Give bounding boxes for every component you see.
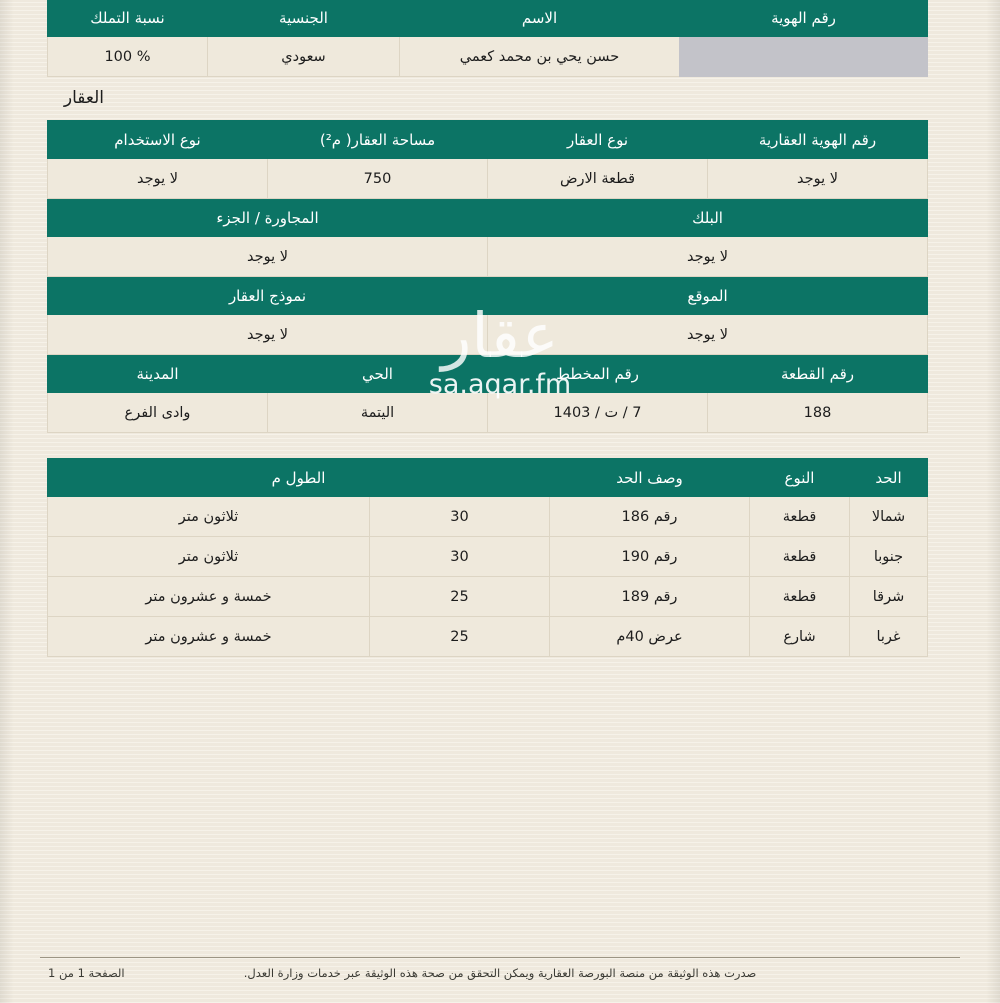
footer-note: صدرت هذه الوثيقة من منصة البورصة العقارية ويمكن التحقق من صحة هذه الوثيقة عبر خدمات وزارة العدل. — [243, 966, 757, 980]
boundaries-col-type: النوع — [750, 459, 850, 497]
owner-table — [47, 0, 928, 77]
boundaries-col-description: وصف الحد — [550, 459, 750, 497]
watermark-url: sa.aqar.fm — [428, 369, 572, 400]
table-row — [48, 537, 928, 577]
section-heading-property: العقار — [63, 88, 104, 108]
owner-name: حسن يحي بن محمد كعمي — [400, 37, 680, 77]
boundary-type: شارع — [750, 617, 850, 657]
boundaries-col-side: الحد — [850, 459, 928, 497]
boundary-length-text: ثلاثون متر — [48, 537, 370, 577]
property-block: لا يوجد — [488, 237, 928, 277]
property-plot-number: 188 — [708, 393, 928, 433]
boundary-type: قطعة — [750, 577, 850, 617]
table-row — [48, 497, 928, 537]
table-row — [48, 159, 928, 199]
footer-page-number: الصفحة 1 من 1 — [48, 966, 125, 980]
boundary-description: رقم 186 — [550, 497, 750, 537]
boundary-length-number: 25 — [370, 617, 550, 657]
boundary-length-text: ثلاثون متر — [48, 497, 370, 537]
boundary-length-number: 30 — [370, 497, 550, 537]
boundary-type: قطعة — [750, 497, 850, 537]
boundary-description: رقم 189 — [550, 577, 750, 617]
boundary-side: شرقا — [850, 577, 928, 617]
footer — [40, 966, 960, 990]
property-header-row-1 — [48, 121, 928, 159]
property-plan-number: 7 / ت / 1403 — [488, 393, 708, 433]
boundary-length-text: خمسة و عشرون متر — [48, 577, 370, 617]
property-col-usage-type: نوع الاستخدام — [48, 121, 268, 159]
property-col-block: البلك — [488, 199, 928, 237]
property-type: قطعة الارض — [488, 159, 708, 199]
property-col-location: الموقع — [488, 277, 928, 315]
property-col-district: الحي — [268, 355, 488, 393]
property-model: لا يوجد — [48, 315, 488, 355]
boundary-description: رقم 190 — [550, 537, 750, 577]
property-col-city: المدينة — [48, 355, 268, 393]
owner-col-nationality: الجنسية — [208, 0, 400, 37]
property-col-neighborhood-part: المجاورة / الجزء — [48, 199, 488, 237]
table-row — [48, 237, 928, 277]
owner-col-id-number: رقم الهوية — [680, 0, 928, 37]
boundary-length-number: 25 — [370, 577, 550, 617]
property-col-plot-number: رقم القطعة — [708, 355, 928, 393]
boundary-description: عرض 40م — [550, 617, 750, 657]
table-row — [48, 617, 928, 657]
boundary-side: شمالا — [850, 497, 928, 537]
table-row — [48, 37, 928, 77]
owner-ownership-percent: % 100 — [48, 37, 208, 77]
property-real-estate-id: لا يوجد — [708, 159, 928, 199]
property-city: وادى الفرع — [48, 393, 268, 433]
property-table — [47, 120, 928, 433]
boundary-type: قطعة — [750, 537, 850, 577]
property-area: 750 — [268, 159, 488, 199]
property-location: لا يوجد — [488, 315, 928, 355]
owner-col-ownership-percent: نسبة التملك — [48, 0, 208, 37]
watermark-word: عقار — [441, 299, 559, 372]
table-row — [48, 315, 928, 355]
owner-id-number-redacted — [680, 37, 928, 77]
property-col-model: نموذج العقار — [48, 277, 488, 315]
owner-table-header-row — [48, 0, 928, 37]
property-col-plan-number: رقم المخطط — [488, 355, 708, 393]
boundary-side: غربا — [850, 617, 928, 657]
property-district: اليتمة — [268, 393, 488, 433]
property-col-type: نوع العقار — [488, 121, 708, 159]
boundaries-table — [47, 458, 928, 657]
owner-nationality: سعودي — [208, 37, 400, 77]
property-col-area: مساحة العقار( م²) — [268, 121, 488, 159]
footer-divider — [40, 957, 960, 958]
boundary-length-number: 30 — [370, 537, 550, 577]
boundary-side: جنوبا — [850, 537, 928, 577]
table-row — [48, 577, 928, 617]
property-usage-type: لا يوجد — [48, 159, 268, 199]
boundaries-col-length: الطول م — [48, 459, 550, 497]
table-row — [48, 393, 928, 433]
page-right-edge-shadow — [986, 0, 1000, 1003]
property-col-real-estate-id: رقم الهوية العقارية — [708, 121, 928, 159]
owner-col-name: الاسم — [400, 0, 680, 37]
property-header-row-4 — [48, 355, 928, 393]
page-left-edge-shadow — [0, 0, 14, 1003]
property-neighborhood-part: لا يوجد — [48, 237, 488, 277]
boundaries-header-row — [48, 459, 928, 497]
property-header-row-2 — [48, 199, 928, 237]
property-header-row-3 — [48, 277, 928, 315]
boundary-length-text: خمسة و عشرون متر — [48, 617, 370, 657]
